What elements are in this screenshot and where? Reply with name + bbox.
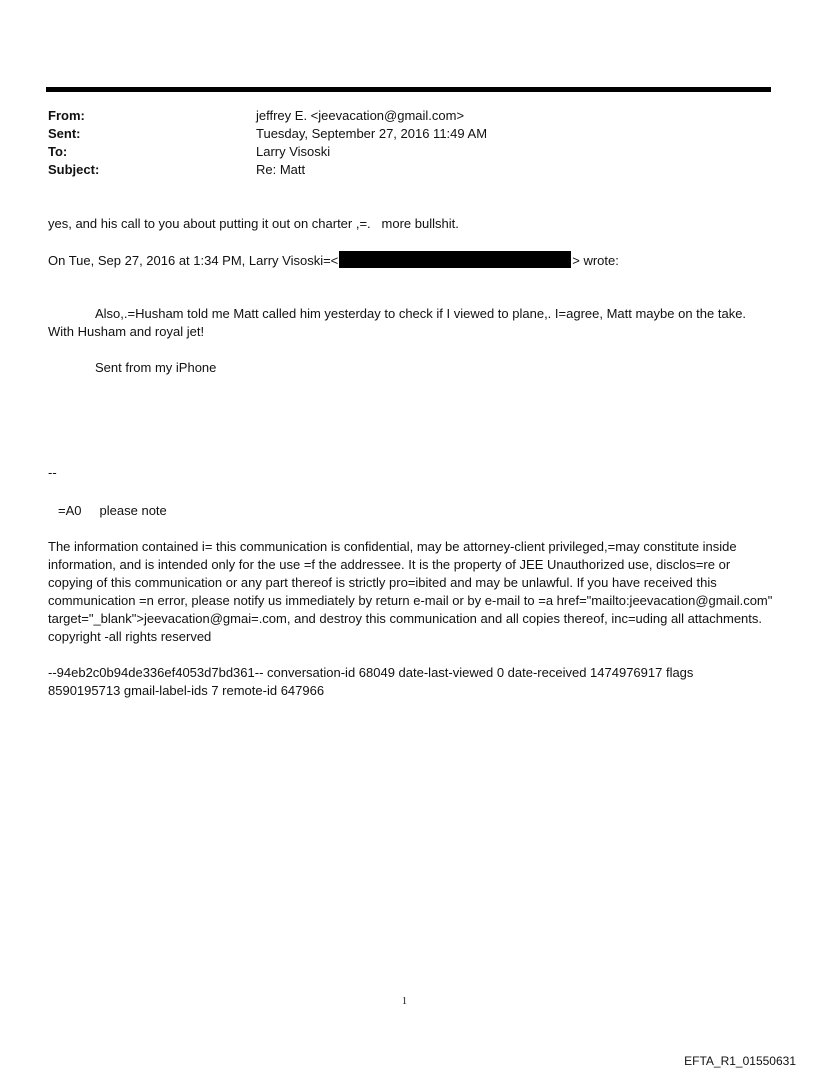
- header-from-value: jeffrey E. <jeevacation@gmail.com>: [256, 108, 465, 123]
- signature-separator: --: [48, 465, 57, 480]
- quote-intro: [48, 251, 619, 270]
- header-sent-value: Tuesday, September 27, 2016 11:49 AM: [256, 126, 488, 141]
- header-to-value: Larry Visoski: [256, 144, 331, 159]
- note-line: =A0 please note: [58, 503, 167, 518]
- quote-intro-after: > wrote:: [572, 253, 619, 268]
- header-subject-value: Re: Matt: [256, 162, 306, 177]
- header-rule: [46, 87, 771, 92]
- header-from-row: [48, 107, 464, 125]
- header-to-row: [48, 143, 330, 161]
- reply-line: yes, and his call to you about putting it out on charter ,=. more bullshit.: [48, 216, 459, 231]
- header-sent-label: Sent:: [48, 126, 81, 141]
- quoted-body: Also,.=Husham told me Matt called him yesterday to check if I viewed to plane,. I=agree, Matt maybe on the take. With Husham and royal jet!: [48, 306, 747, 339]
- message-metadata: --94eb2c0b94de336ef4053d7bd361-- conversation-id 68049 date-last-viewed 0 date-received 1474976917 flags 8590195713 gmail-label-ids 7 remote-id 647966: [48, 665, 694, 698]
- header-subject-label: Subject:: [48, 162, 100, 177]
- bates-number: EFTA_R1_01550631: [684, 1054, 796, 1068]
- redaction-block: [339, 251, 571, 268]
- header-from-label: From:: [48, 108, 85, 123]
- disclaimer: The information contained i= this communication is confidential, may be attorney-client privileged,=may constitute inside information, and is intended only for the use =f the addressee. It is the property of JEE Unauthorized use, disclos=re or copying of this communication or any part thereof is strictly pro=ibited and may be unlawful. If you have received this communication =n error, please notify us immediately by return e-mail or by e-mail to =a href="mailto:jeevacation@gmail.com" target="_blank">jeevacation@gmai=.com, and destroy this communication and all copies thereof, inc=uding all attachments. copyright -all rights reserved: [48, 539, 773, 644]
- quote-intro-before: On Tue, Sep 27, 2016 at 1:34 PM, Larry Visoski=<: [48, 253, 339, 268]
- header-sent-row: [48, 125, 487, 143]
- header-to-label: To:: [48, 144, 68, 159]
- page-number: 1: [402, 996, 407, 1007]
- quoted-signature: Sent from my iPhone: [95, 360, 217, 375]
- header-subject-row: [48, 161, 305, 179]
